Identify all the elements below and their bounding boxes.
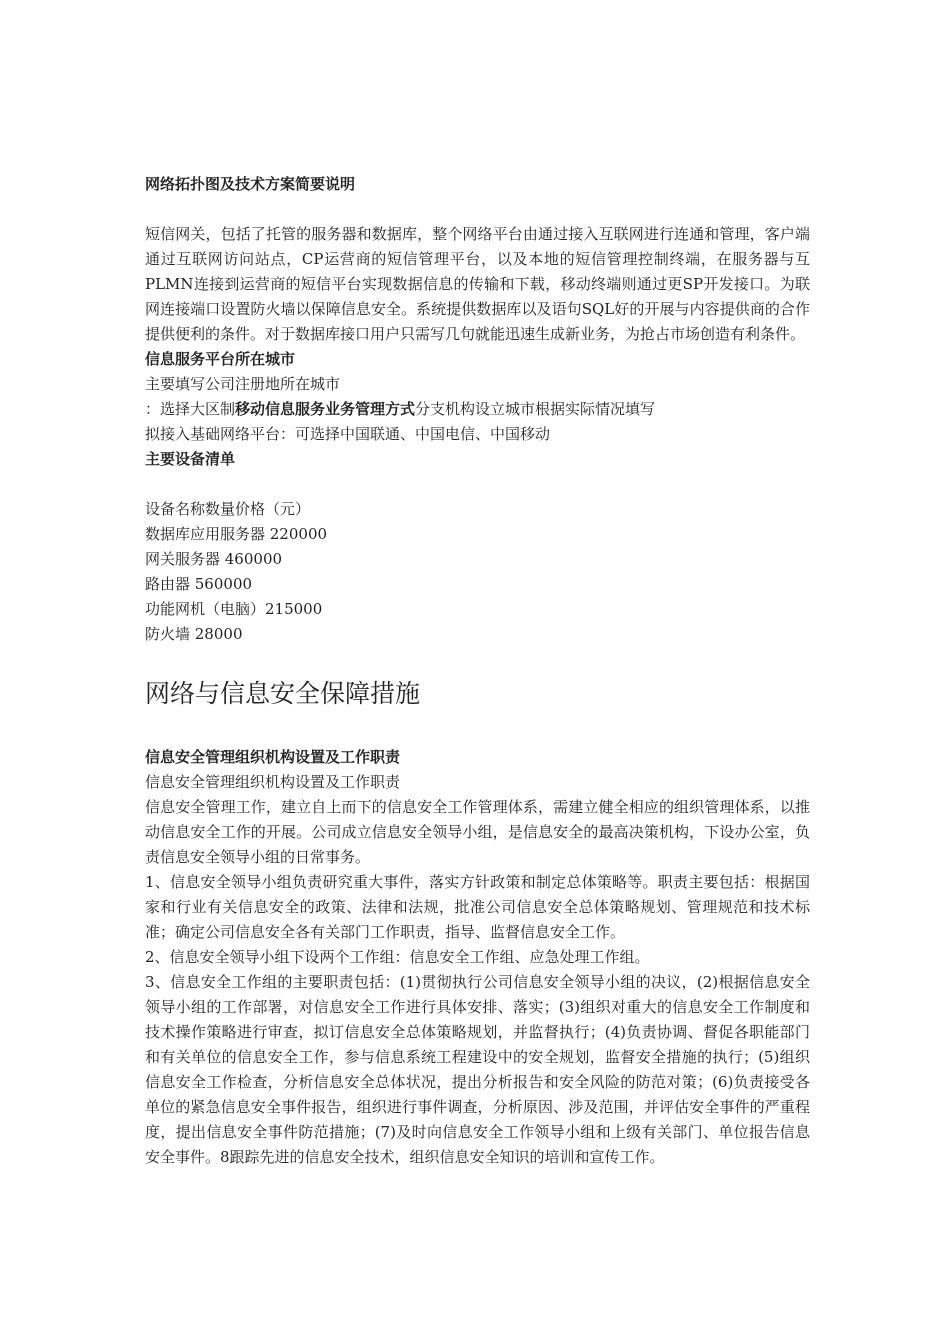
equipment-item: 防火墙 28000 (145, 625, 243, 643)
security-item-3: 3、信息安全工作组的主要职责包括：(1)贯彻执行公司信息安全领导小组的决议，(2)根据信息安全领导小组的工作部署，对信息安全工作进行具体安排、落实；(3)组织对重大的信息安全工作制度和技术操作策略进行审查，拟订信息安全总体策略规划，并监督执行；(4)负责协调、督促各职能部门和有关单位的信息安全工作，参与信息系统工程建设中的安全规划，监督安全措施的执行；(5)组织信息安全工作检查，分析信息安全总体状况，提出分析报告和安全风险的防范对策；(6)负责接受各单位的紧急信息安全事件报告，组织进行事件调查，分析原因、涉及范围，并评估安全事件的严重程度，提出信息安全事件防范措施；(7)及时向信息安全工作领导小组和上级有关部门、单位报告信息安全事件。8跟踪先进的信息安全技术，组织信息安全知识的培训和宣传工作。 (145, 973, 810, 1166)
city-line-2 (145, 397, 810, 422)
equipment-table-header: 设备名称数量价格（元） (145, 500, 311, 518)
section-title: 网络拓扑图及技术方案简要说明 (145, 175, 356, 193)
equipment-item: 功能网机（电脑）215000 (145, 600, 323, 618)
security-item-1: 1、信息安全领导小组负责研究重大事件，落实方针政策和制定总体策略等。职责主要包括：根据国家和行业有关信息安全的政策、法律和法规，批准公司信息安全总体策略规划、管理规范和技术标准；确定公司信息安全各有关部门工作职责，指导、监督信息安全工作。 (145, 873, 810, 941)
city-line-2-prefix: ：选择大区制 (145, 400, 236, 418)
city-line-1: 主要填写公司注册地所在城市 (145, 375, 341, 393)
equipment-heading: 主要设备清单 (145, 450, 236, 468)
security-heading: 网络与信息安全保障措施 (145, 679, 421, 708)
security-intro: 信息安全管理工作，建立自上而下的信息安全工作管理体系，需建立健全相应的组织管理体系，以推动信息安全工作的开展。公司成立信息安全领导小组，是信息安全的最高决策机构，下设办公室，负责信息安全领导小组的日常事务。 (145, 798, 810, 866)
city-line-3: 拟接入基础网络平台：可选择中国联通、中国电信、中国移动 (145, 425, 551, 443)
equipment-item: 网关服务器 460000 (145, 550, 283, 568)
spacer (145, 197, 810, 222)
security-subtitle-plain: 信息安全管理组织机构设置及工作职责 (145, 773, 401, 791)
equipment-item: 数据库应用服务器 220000 (145, 525, 328, 543)
spacer (145, 472, 810, 497)
equipment-item: 路由器 560000 (145, 575, 253, 593)
city-heading: 信息服务平台所在城市 (145, 350, 296, 368)
topology-description: 短信网关，包括了托管的服务器和数据库，整个网络平台由通过接入互联网进行连通和管理，客户端通过互联网访问站点，CP运营商的短信管理平台，以及本地的短信管理控制终端，在服务器与互PLMN连接到运营商的短信平台实现数据信息的传输和下载，移动终端则通过更SP开发接口。为联网连接端口设置防火墙以保障信息安全。系统提供数据库以及语句SQL好的开展与内容提供商的合作提供便利的条件。对于数据库接口用户只需写几句就能迅速生成新业务，为抢占市场创造有利条件。 (145, 225, 810, 343)
city-line-2-bold: 移动信息服务业务管理方式 (235, 400, 416, 418)
city-line-2-suffix: 分支机构设立城市根据实际情况填写 (415, 400, 656, 418)
security-subtitle-bold: 信息安全管理组织机构设置及工作职责 (145, 748, 401, 766)
security-item-2: 2、信息安全领导小组下设两个工作组：信息安全工作组、应急处理工作组。 (145, 948, 650, 966)
